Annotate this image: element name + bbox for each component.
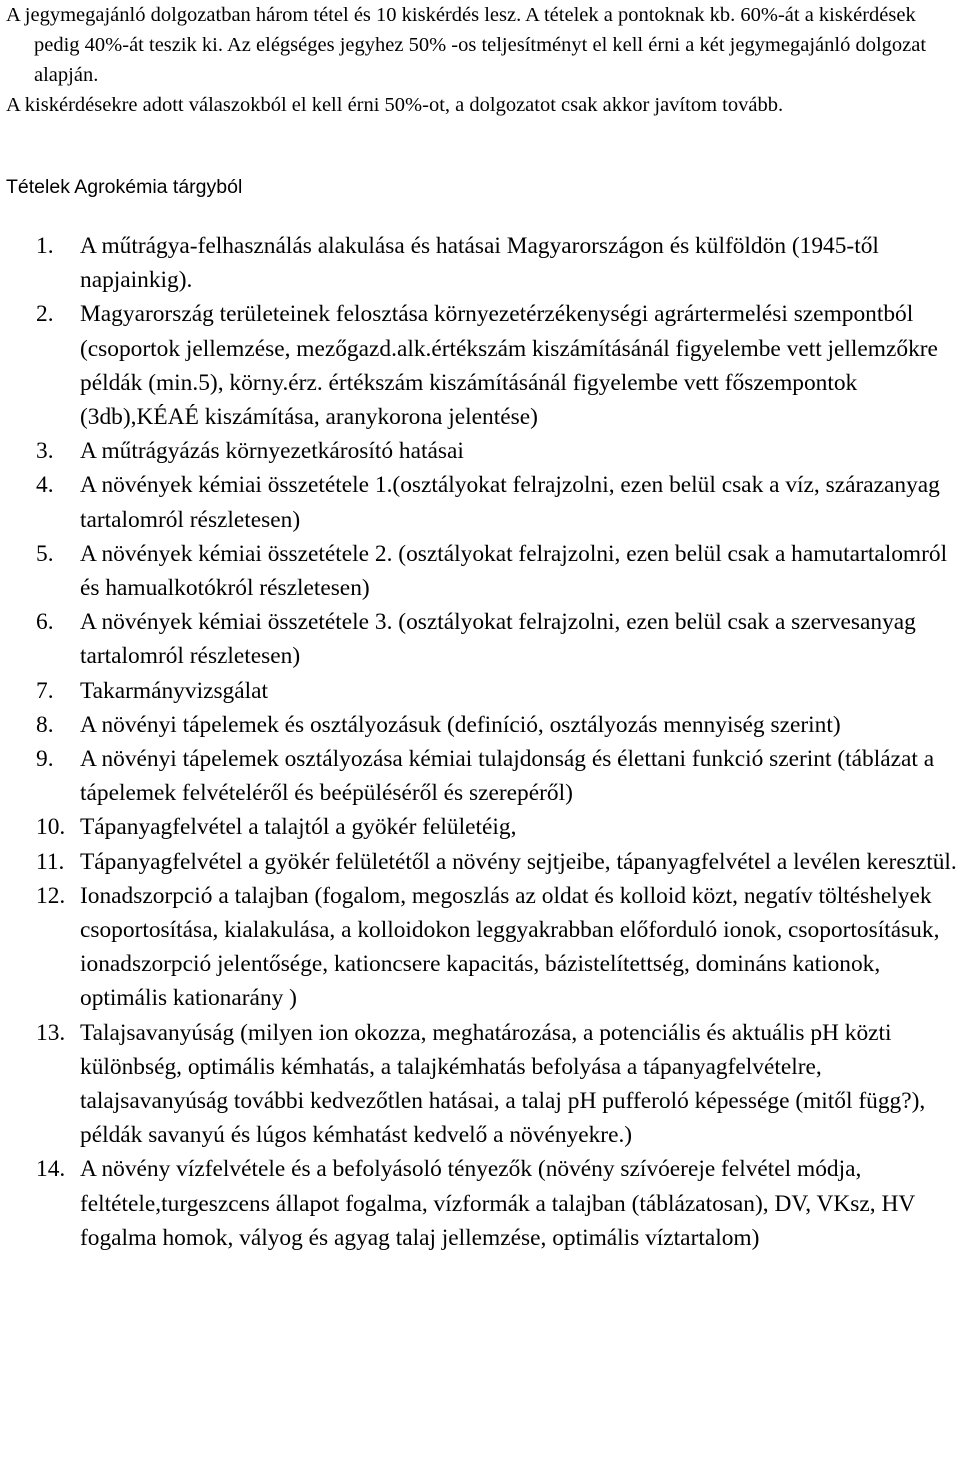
topic-text: A növények kémiai összetétele 3. (osztályokat felrajzolni, ezen belül csak a szervesanyag tartalomról részletesen) xyxy=(80,609,916,670)
topic-text: Tápanyagfelvétel a talajtól a gyökér felületéig, xyxy=(80,814,517,841)
topics-heading: Tételek Agrokémia tárgyból xyxy=(6,176,243,198)
topic-item xyxy=(36,674,958,708)
topic-number: 12. xyxy=(36,882,66,909)
topic-text: A növényi tápelemek és osztályozásuk (definíció, osztályozás mennyiség szerint) xyxy=(80,711,841,738)
topic-item xyxy=(36,468,958,536)
topics-list xyxy=(36,229,958,1255)
topic-item xyxy=(36,229,958,297)
topic-number: 10. xyxy=(36,814,66,841)
topic-number: 7. xyxy=(36,677,54,704)
topic-number: 2. xyxy=(36,301,54,328)
intro-paragraph-short-questions: A kiskérdésekre adott válaszokból el kell érni 50%-ot, a dolgozatot csak akkor javítom tovább. xyxy=(6,94,784,116)
topic-text: Magyarország területeinek felosztása környezetérzékenységi agrártermelési szempontból (csoportok jellemzése, mezőgazd.alk.értékszám kiszámításánál figyelembe vett jellemzőkre példák (min.5), körny.érz. értékszám kiszámításánál figyelembe vett főszempontok (3db),KÉAÉ kiszámítása, aranykorona jelentése) xyxy=(80,301,938,431)
topic-item xyxy=(36,537,958,605)
topic-number: 3. xyxy=(36,438,54,465)
topic-text: A műtrágyázás környezetkárosító hatásai xyxy=(80,438,464,465)
topic-item xyxy=(36,879,958,1016)
topic-number: 6. xyxy=(36,609,54,636)
topic-number: 8. xyxy=(36,711,54,738)
topic-text: Talajsavanyúság (milyen ion okozza, meghatározása, a potenciális és aktuális pH közti különbség, optimális kémhatás, a talajkémhatás befolyása a tápanyagfelvételre, talajsavanyúság további kedvezőtlen hatásai, a talaj pH pufferoló képessége (mitől függ?), példák savanyú és lúgos kémhatást kedvelő a növényekre.) xyxy=(80,1019,926,1149)
topic-number: 5. xyxy=(36,540,54,567)
topic-item xyxy=(36,742,958,810)
topic-text: Tápanyagfelvétel a gyökér felületétől a növény sejtjeibe, tápanyagfelvétel a levélen keresztül. xyxy=(80,848,957,875)
intro-section xyxy=(6,0,950,120)
topic-item xyxy=(36,297,958,434)
topic-number: 13. xyxy=(36,1019,66,1046)
topic-item xyxy=(36,434,958,468)
topic-item xyxy=(36,845,958,879)
topic-text: A műtrágya-felhasználás alakulása és hatásai Magyarországon és külföldön (1945-től napjainkig). xyxy=(80,233,879,294)
topic-text: Ionadszorpció a talajban (fogalom, megoszlás az oldat és kolloid közt, negatív töltéshelyek csoportosítása, kialakulása, a kolloidokon leggyakrabban előforduló ionok, csoportosításuk, ionadszorpció jelentősége, kationcsere kapacitás, bázistelítettség, domináns kationok, optimális kationarány ) xyxy=(80,882,940,1012)
topic-number: 14. xyxy=(36,1156,66,1183)
topic-number: 11. xyxy=(36,848,65,875)
topic-number: 1. xyxy=(36,233,54,259)
topic-text: A növény vízfelvétele és a befolyásoló tényezők (növény szívóereje felvétel módja, feltétele,turgeszcens állapot fogalma, vízformák a talajban (táblázatosan), DV, VKsz, HV fogalma homok, vályog és agyag talaj jellemzése, optimális víztartalom) xyxy=(80,1156,915,1251)
topic-text: Takarmányvizsgálat xyxy=(80,677,269,704)
topic-item xyxy=(36,1152,958,1255)
topic-text: A növényi tápelemek osztályozása kémiai tulajdonság és élettani funkció szerint (táblázat a tápelemek felvételéről és beépüléséről és szerepéről) xyxy=(80,746,935,807)
topic-item xyxy=(36,605,958,673)
topic-item xyxy=(36,1016,958,1153)
topic-number: 9. xyxy=(36,746,54,773)
intro-paragraph-exam-structure: A jegymegajánló dolgozatban három tétel és 10 kiskérdés lesz. A tételek a pontoknak kb. 60%-át a kiskérdések pedig 40%-át teszik ki. Az elégséges jegyhez 50% -os teljesítményt el kell érni a két jegymegajánló dolgozat alapján. xyxy=(6,4,927,86)
topic-item xyxy=(36,708,958,742)
topic-item xyxy=(36,810,958,844)
topic-text: A növények kémiai összetétele 2. (osztályokat felrajzolni, ezen belül csak a hamutartalomról és hamualkotókról részletesen) xyxy=(80,540,948,602)
topic-text: A növények kémiai összetétele 1.(osztályokat felrajzolni, ezen belül csak a víz, szárazanyag tartalomról részletesen) xyxy=(80,472,940,533)
topic-number: 4. xyxy=(36,472,54,499)
